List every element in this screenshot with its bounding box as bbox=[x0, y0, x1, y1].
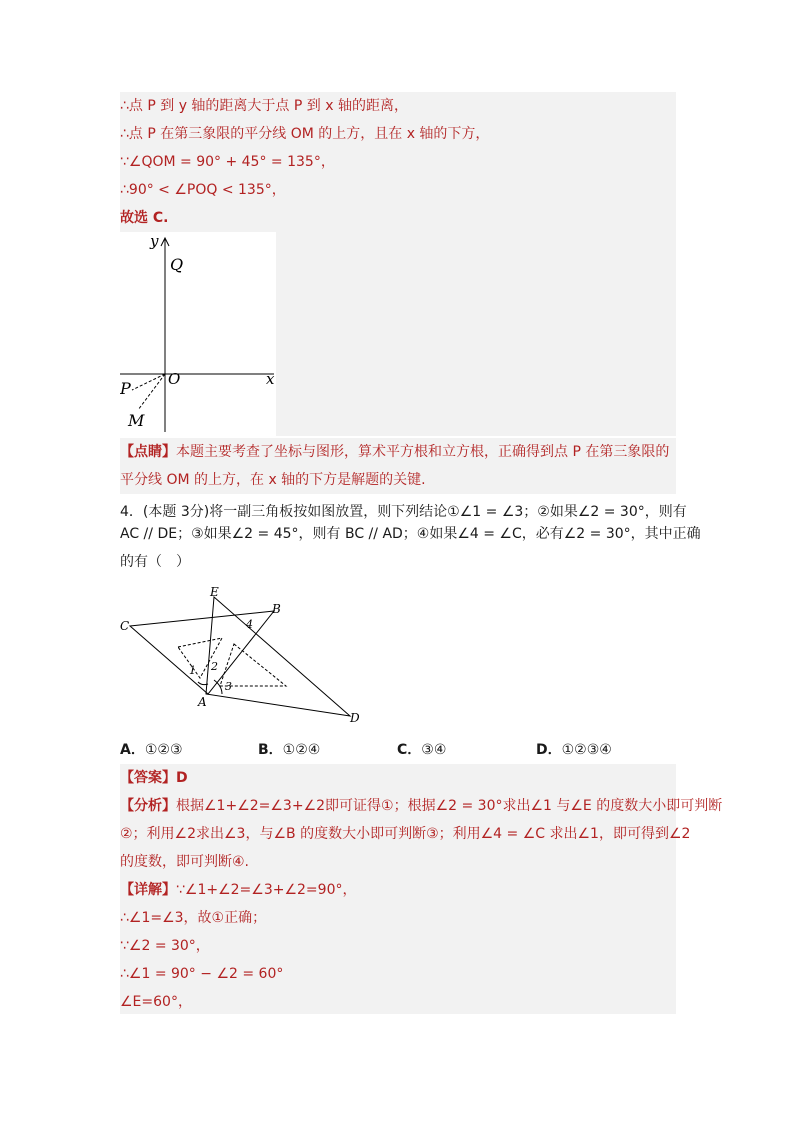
question-line: 的有（ ） bbox=[120, 554, 190, 570]
detail-line: ∵∠2 = 30°， bbox=[120, 932, 676, 960]
comment-line: 平分线 OM 的上方，在 x 轴的下方是解题的关键. bbox=[120, 466, 676, 494]
question-line: AC // DE；③如果∠2 = 45°，则有 BC // AD；④如果∠4 = ∠C，必有∠2 = 30°，其中正确 bbox=[120, 526, 701, 542]
choice-letter: C． bbox=[397, 742, 422, 758]
axis-x-label: x bbox=[266, 370, 275, 388]
angle-4-label: 4 bbox=[246, 618, 253, 631]
detail-line: ∠E=60°， bbox=[120, 988, 676, 1014]
analysis-line: ②；利用∠2求出∠3，与∠B 的度数大小即可判断③；利用∠4 = ∠C 求出∠1，即可得到∠2 bbox=[120, 820, 676, 848]
choice-a[interactable] bbox=[120, 738, 183, 762]
answer-tag: 【答案】 bbox=[120, 770, 176, 786]
triangle-figure bbox=[118, 582, 368, 724]
vertex-a-label: A bbox=[198, 695, 207, 709]
detail-text: ∵∠1+∠2=∠3+∠2=90°， bbox=[176, 882, 357, 898]
origin-label: O bbox=[168, 370, 181, 388]
detail-line: ∴∠1 = 90° − ∠2 = 60° bbox=[120, 960, 676, 988]
angle-1-label: 1 bbox=[189, 664, 196, 677]
choice-c[interactable] bbox=[397, 738, 446, 762]
vertex-e-label: E bbox=[210, 585, 219, 599]
coordinate-diagram bbox=[120, 232, 276, 436]
choice-d[interactable] bbox=[536, 738, 612, 762]
choice-text: ①②③④ bbox=[561, 742, 612, 758]
comment-text: 本题主要考查了坐标与图形，算术平方根和立方根，正确得到点 P 在第三象限的 bbox=[176, 444, 670, 460]
choice-letter: A． bbox=[120, 742, 145, 758]
answer-value: D bbox=[176, 770, 188, 786]
detail-tag: 【详解】 bbox=[120, 882, 176, 898]
axis-y-label: y bbox=[150, 232, 159, 250]
choice-text: ①②④ bbox=[282, 742, 321, 758]
choice-text: ③④ bbox=[421, 742, 447, 758]
analysis-tag: 【分析】 bbox=[120, 798, 176, 814]
solution-line: ∴点 P 在第三象限的平分线 OM 的上方，且在 x 轴的下方， bbox=[120, 120, 676, 148]
vertex-b-label: B bbox=[272, 602, 281, 616]
point-q-label: Q bbox=[170, 255, 184, 274]
question-line: 4．(本题 3分)将一副三角板按如图放置，则下列结论①∠1 = ∠3；②如果∠2 = 30°，则有 bbox=[120, 504, 687, 520]
point-p-label: P bbox=[120, 379, 131, 398]
detail-line: ∴∠1=∠3，故①正确； bbox=[120, 904, 676, 932]
point-m-label: M bbox=[128, 411, 145, 430]
vertex-c-label: C bbox=[120, 619, 130, 633]
solution-conclusion: 故选 C. bbox=[120, 204, 676, 232]
choice-letter: B． bbox=[258, 742, 283, 758]
triangle-diagram bbox=[118, 582, 368, 724]
angle-2-label: 2 bbox=[211, 660, 218, 673]
angle-3-label: 3 bbox=[225, 680, 232, 693]
detail-line bbox=[120, 876, 676, 904]
analysis-text: 根据∠1+∠2=∠3+∠2即可证得①；根据∠2 = 30°求出∠1 与∠E 的度数大小即可判断 bbox=[176, 798, 723, 814]
answer-line bbox=[120, 764, 676, 792]
vertex-d-label: D bbox=[350, 711, 360, 724]
solution-line: ∵∠QOM = 90° + 45° = 135°， bbox=[120, 148, 676, 176]
choice-letter: D． bbox=[536, 742, 562, 758]
coordinate-figure bbox=[120, 232, 276, 436]
solution-line: ∴90° < ∠POQ < 135°， bbox=[120, 176, 676, 204]
analysis-line bbox=[120, 792, 723, 820]
solution-line: ∴点 P 到 y 轴的距离大于点 P 到 x 轴的距离， bbox=[120, 92, 676, 120]
comment-line bbox=[120, 438, 676, 466]
analysis-line: 的度数，即可判断④. bbox=[120, 848, 676, 876]
choice-text: ①②③ bbox=[144, 742, 183, 758]
comment-tag: 【点睛】 bbox=[120, 444, 176, 460]
choice-b[interactable] bbox=[258, 738, 320, 762]
